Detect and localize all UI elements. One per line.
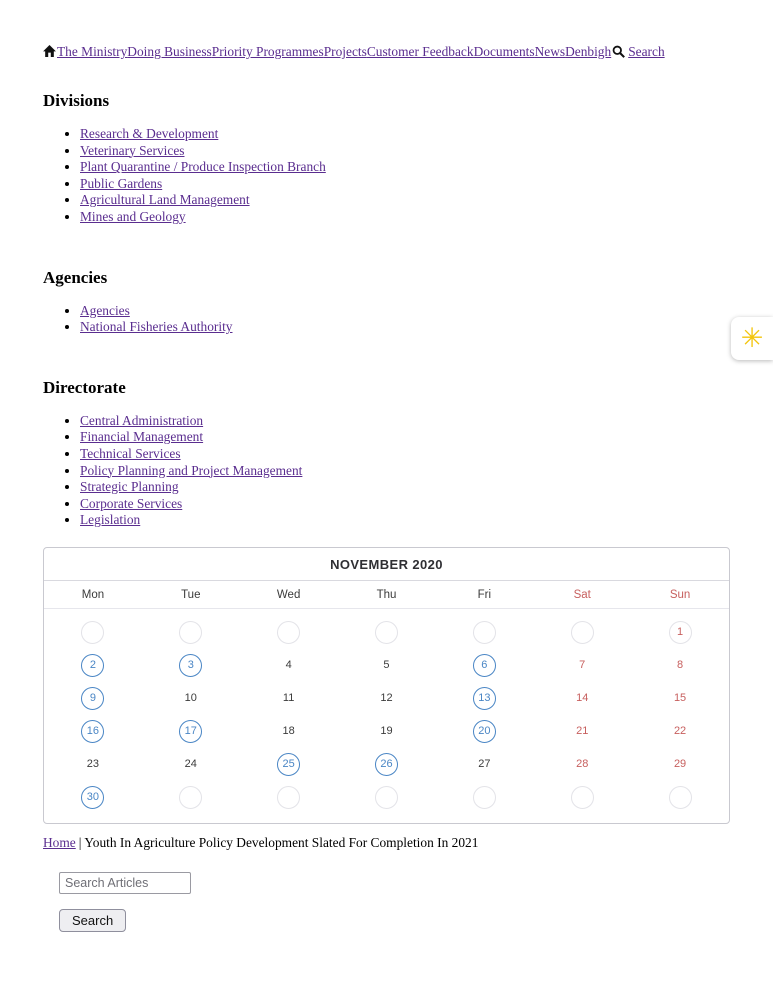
calendar-day[interactable]: 27	[478, 758, 491, 771]
section-link[interactable]: Policy Planning and Project Management	[80, 462, 303, 478]
calendar-day[interactable]: 24	[184, 758, 197, 771]
sections-container	[43, 91, 730, 529]
nav-search-link[interactable]: Search	[628, 44, 665, 59]
search-icon[interactable]	[612, 45, 625, 61]
empty-day-slot	[473, 621, 496, 644]
empty-day-slot	[375, 786, 398, 809]
empty-day-slot	[571, 621, 594, 644]
calendar-cell	[338, 616, 436, 649]
calendar-day[interactable]: 12	[380, 692, 393, 705]
calendar-cell	[338, 682, 436, 715]
calendar-cell	[435, 682, 533, 715]
calendar-cell	[142, 682, 240, 715]
event-day[interactable]: 20	[473, 720, 496, 743]
calendar-day-header: Wed	[276, 588, 301, 601]
events-calendar	[43, 547, 730, 824]
list-item	[80, 496, 730, 513]
calendar-body	[44, 609, 729, 823]
calendar-day-header: Mon	[81, 588, 105, 601]
calendar-cell	[533, 616, 631, 649]
section-link[interactable]: Financial Management	[80, 429, 204, 445]
calendar-day[interactable]: 15	[673, 692, 687, 705]
calendar-cell	[435, 616, 533, 649]
calendar-day[interactable]: 5	[383, 659, 390, 672]
calendar-cell	[631, 682, 729, 715]
section-link-list	[43, 303, 730, 336]
calendar-day[interactable]: 21	[576, 725, 589, 738]
calendar-cell	[142, 748, 240, 781]
calendar-day[interactable]: 11	[282, 692, 295, 705]
list-item	[80, 192, 730, 209]
calendar-day[interactable]: 22	[673, 725, 687, 738]
event-day[interactable]: 25	[277, 753, 300, 776]
calendar-day-header: Fri	[477, 588, 492, 601]
breadcrumb-page-title: Youth In Agriculture Policy Development Slated For Completion In 2021	[84, 834, 479, 850]
top-nav-links	[57, 44, 611, 59]
empty-day-slot	[571, 786, 594, 809]
calendar-cell	[631, 748, 729, 781]
home-link[interactable]: Home	[43, 834, 76, 850]
empty-day-slot	[669, 786, 692, 809]
section-link[interactable]: Plant Quarantine / Produce Inspection Branch	[80, 159, 326, 175]
event-day[interactable]: 26	[375, 753, 398, 776]
section-title: Agencies	[43, 267, 108, 287]
empty-day-slot	[277, 621, 300, 644]
empty-day-slot	[277, 786, 300, 809]
calendar-cell	[142, 781, 240, 814]
calendar-day[interactable]: 7	[579, 659, 586, 672]
nav-link[interactable]: Priority Programmes	[211, 44, 324, 59]
event-day[interactable]: 17	[179, 720, 202, 743]
article-search-input[interactable]	[59, 872, 191, 894]
calendar-cell	[142, 616, 240, 649]
nav-search	[611, 44, 664, 61]
nav-link[interactable]: Documents	[473, 44, 535, 59]
calendar-day[interactable]: 4	[285, 659, 292, 672]
section-link[interactable]: Corporate Services	[80, 495, 183, 511]
accessibility-widget[interactable]	[731, 317, 773, 360]
calendar-cell	[240, 682, 338, 715]
list-item	[80, 176, 730, 193]
calendar-day[interactable]: 28	[576, 758, 589, 771]
event-day[interactable]: 6	[473, 654, 496, 677]
calendar-title: NOVEMBER 2020	[44, 548, 729, 581]
empty-day-slot	[81, 621, 104, 644]
calendar-cell	[631, 715, 729, 748]
section-link[interactable]: Technical Services	[80, 445, 181, 461]
section-link[interactable]: Central Administration	[80, 412, 204, 428]
calendar-cell	[338, 715, 436, 748]
section-link[interactable]: Agencies	[80, 302, 130, 318]
calendar-day[interactable]: 23	[86, 758, 100, 771]
empty-day-slot	[375, 621, 398, 644]
calendar-day[interactable]: 18	[282, 725, 295, 738]
nav-link[interactable]: The Ministry	[57, 44, 128, 59]
home-icon[interactable]	[43, 45, 56, 60]
breadcrumb-separator: |	[78, 834, 82, 850]
nav-link[interactable]: Doing Business	[127, 44, 212, 59]
calendar-cell	[533, 682, 631, 715]
calendar-cell	[240, 649, 338, 682]
empty-day-slot	[179, 621, 202, 644]
calendar-cell	[44, 616, 142, 649]
list-item	[80, 319, 730, 336]
calendar-cell	[338, 781, 436, 814]
section-link[interactable]: Mines and Geology	[80, 208, 186, 224]
calendar-cell	[142, 715, 240, 748]
section-link[interactable]: National Fisheries Authority	[80, 319, 233, 335]
calendar-cell	[533, 649, 631, 682]
calendar-cell	[44, 649, 142, 682]
section-title: Directorate	[43, 377, 126, 397]
event-day[interactable]: 30	[81, 786, 104, 809]
calendar-cell	[435, 748, 533, 781]
calendar-cell	[240, 748, 338, 781]
calendar-cell	[338, 748, 436, 781]
list-item	[80, 143, 730, 160]
nav-link[interactable]: Denbigh	[565, 44, 612, 59]
calendar-cell	[533, 748, 631, 781]
breadcrumb	[43, 835, 730, 851]
calendar-cell	[44, 682, 142, 715]
calendar-day-header: Sat	[573, 588, 591, 601]
calendar-cell	[435, 715, 533, 748]
list-item	[80, 413, 730, 430]
nav-link[interactable]: News	[534, 44, 566, 59]
top-nav	[43, 44, 730, 61]
list-item	[80, 429, 730, 446]
calendar-cell	[240, 781, 338, 814]
list-item	[80, 159, 730, 176]
calendar-cell	[631, 781, 729, 814]
calendar-cell	[631, 616, 729, 649]
nav-link[interactable]: Customer Feedback	[366, 44, 474, 59]
calendar-cell	[631, 649, 729, 682]
calendar-cell	[44, 715, 142, 748]
calendar-day[interactable]: 29	[673, 758, 687, 771]
event-day[interactable]: 2	[81, 654, 104, 677]
calendar-cell	[533, 715, 631, 748]
calendar-cell	[142, 649, 240, 682]
empty-day-slot	[179, 786, 202, 809]
event-day[interactable]: 13	[473, 687, 496, 710]
section-link[interactable]: Public Gardens	[80, 175, 163, 191]
section-title: Divisions	[43, 91, 110, 110]
event-day[interactable]: 16	[81, 720, 104, 743]
list-item	[80, 479, 730, 496]
empty-day-slot	[473, 786, 496, 809]
section-link[interactable]: Agricultural Land Management	[80, 192, 250, 208]
article-search-button[interactable]: Search	[59, 909, 126, 932]
content-section	[43, 91, 730, 226]
calendar-day[interactable]: 1	[669, 621, 692, 644]
list-item	[80, 303, 730, 320]
calendar-day-header: Sun	[669, 588, 691, 601]
calendar-day-header: Tue	[181, 588, 201, 601]
list-item	[80, 209, 730, 226]
section-link[interactable]: Veterinary Services	[80, 142, 185, 158]
section-link[interactable]: Research & Development	[80, 126, 219, 141]
section-link-list	[43, 126, 730, 226]
list-item	[80, 126, 730, 143]
calendar-cell	[44, 781, 142, 814]
event-day[interactable]: 3	[179, 654, 202, 677]
list-item	[80, 512, 730, 529]
calendar-cell	[240, 616, 338, 649]
calendar-cell	[338, 649, 436, 682]
calendar-cell	[533, 781, 631, 814]
article-search	[59, 872, 730, 932]
calendar-cell	[44, 748, 142, 781]
section-link[interactable]: Strategic Planning	[80, 479, 179, 495]
nav-link[interactable]: Projects	[323, 44, 367, 59]
content-section	[43, 268, 730, 336]
calendar-cell	[435, 649, 533, 682]
calendar-day-headers	[44, 581, 729, 609]
section-link[interactable]: Legislation	[80, 512, 141, 528]
calendar-day[interactable]: 8	[677, 659, 684, 672]
asterisk-icon: ✳	[740, 323, 764, 354]
list-item	[80, 463, 730, 480]
calendar-cell	[240, 715, 338, 748]
calendar-day[interactable]: 19	[380, 725, 393, 738]
content-section	[43, 378, 730, 529]
section-link-list	[43, 413, 730, 529]
list-item	[80, 446, 730, 463]
calendar-cell	[435, 781, 533, 814]
calendar-day[interactable]: 10	[184, 692, 197, 705]
calendar-day-header: Thu	[376, 588, 397, 601]
event-day[interactable]: 9	[81, 687, 104, 710]
calendar-day[interactable]: 14	[576, 692, 589, 705]
